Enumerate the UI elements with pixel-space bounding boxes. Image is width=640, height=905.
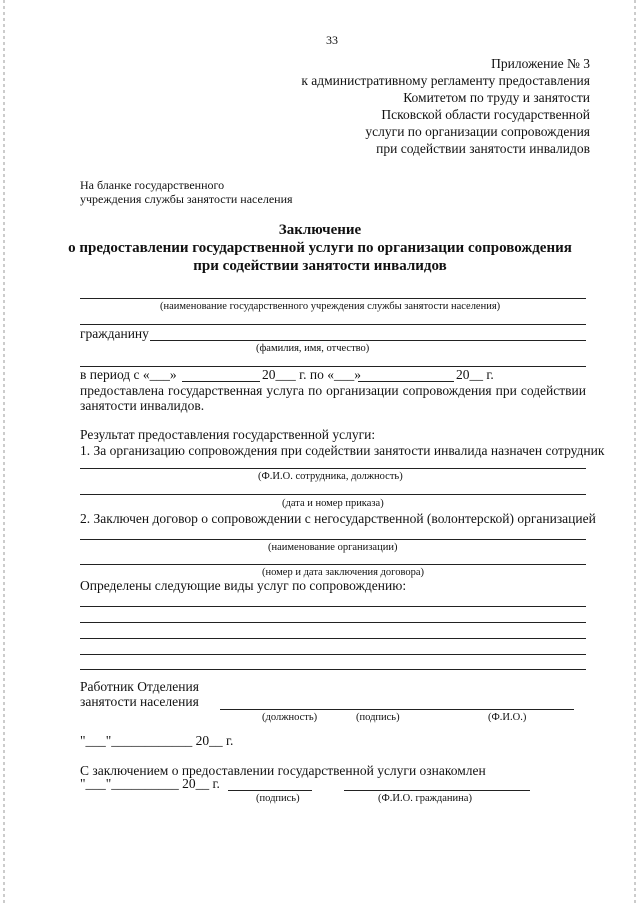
citizen-fio-caption: (Ф.И.О. гражданина): [378, 793, 472, 804]
organization-field: [80, 539, 586, 540]
acquainted-text: С заключением о предоставлении государственной услуги ознакомлен: [80, 763, 486, 778]
employee-caption: (Ф.И.О. сотрудника, должность): [258, 471, 403, 482]
appendix-line: услуги по организации сопровождения: [365, 124, 590, 139]
period-month-field: [182, 381, 260, 382]
services-line: [80, 638, 586, 639]
services-line: [80, 654, 586, 655]
services-line: [80, 606, 586, 607]
provided-line2: занятости инвалидов.: [80, 398, 205, 413]
date-line-2: "___"__________ 20__ г.: [80, 776, 220, 791]
order-caption: (дата и номер приказа): [282, 498, 384, 509]
citizen-label: гражданину: [80, 326, 149, 341]
institution-field-extra: [80, 324, 586, 325]
order-field: [80, 494, 586, 495]
services-label: Определены следующие виды услуг по сопровождению:: [80, 578, 407, 593]
item-2: 2. Заключен договор о сопровождении с негосударственной (волонтерской) организацией: [80, 511, 596, 526]
letterhead-line: учреждения службы занятости населения: [80, 192, 293, 206]
page-number: 33: [326, 33, 338, 47]
worker-signature-field: [220, 709, 574, 710]
letterhead-note: [80, 178, 293, 206]
appendix-block: [301, 55, 590, 157]
period-month-field: [358, 381, 454, 382]
organization-caption: (наименование организации): [268, 542, 398, 553]
appendix-title: Приложение № 3: [491, 56, 590, 71]
scan-left-edge: [3, 0, 5, 905]
period-year-to: 20__ г.: [456, 367, 494, 382]
signature-caption: (подпись): [356, 712, 400, 723]
institution-caption: (наименование государственного учреждения службы занятости населения): [160, 301, 501, 312]
heading-subtitle: при содействии занятости инвалидов: [193, 258, 447, 274]
letterhead-line: На бланке государственного: [80, 178, 225, 192]
citizen-fio-field: [344, 790, 530, 791]
contract-field: [80, 564, 586, 565]
appendix-line: Псковской области государственной: [381, 107, 590, 122]
item-1: 1. За организацию сопровождения при содействии занятости инвалида назначен сотрудник: [80, 443, 605, 458]
institution-field: [80, 298, 586, 299]
appendix-line: Комитетом по труду и занятости: [403, 90, 590, 105]
worker-line2: занятости населения: [80, 694, 199, 709]
period-from: в период с «___»: [80, 367, 177, 382]
result-label: Результат предоставления государственной услуги:: [80, 427, 376, 442]
services-line: [80, 622, 586, 623]
heading-title: Заключение: [278, 222, 362, 238]
citizen-field: [150, 340, 586, 341]
signature-caption-2: (подпись): [256, 793, 300, 804]
document-heading: [0, 221, 640, 275]
appendix-line: при содействии занятости инвалидов: [376, 141, 590, 156]
citizen-signature-field: [228, 790, 312, 791]
services-line: [80, 669, 586, 670]
fio-caption: (Ф.И.О.): [488, 712, 527, 723]
employee-field: [80, 468, 586, 469]
citizen-caption: (фамилия, имя, отчество): [256, 343, 370, 354]
provided-line1: предоставлена государственная услуга по организации сопровождения при содействии: [80, 383, 586, 398]
scan-right-edge: [634, 0, 636, 905]
worker-line1: Работник Отделения: [80, 679, 199, 694]
heading-subtitle: о предоставлении государственной услуги по организации сопровождения: [68, 240, 572, 256]
position-caption: (должность): [262, 712, 318, 723]
appendix-line: к административному регламенту предоставления: [301, 73, 590, 88]
contract-caption: (номер и дата заключения договора): [262, 567, 424, 578]
date-line-1: "___"____________ 20__ г.: [80, 733, 234, 748]
period-year-from: 20___ г. по «___»: [262, 367, 361, 382]
